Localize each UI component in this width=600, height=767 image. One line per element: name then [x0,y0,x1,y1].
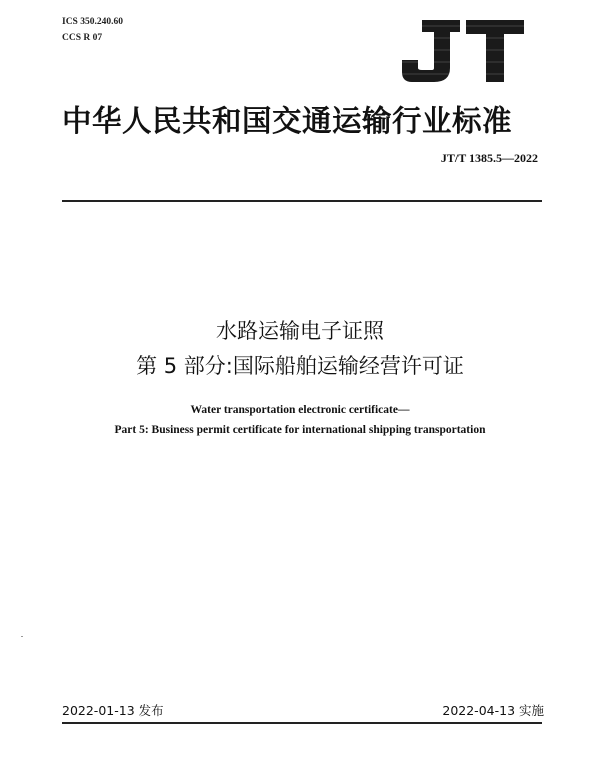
standard-number: JT/T 1385.5—2022 [440,151,538,165]
title-english-line-1: Water transportation electronic certificate— [190,404,410,416]
ics-code: ICS 350.240.60 [62,17,123,27]
issuing-authority-title: 中华人民共和国交通运输行业标准 [62,103,513,138]
jt-logo-mark [402,20,524,82]
jt-logo [398,18,528,84]
footer-divider [62,722,542,724]
issue-date: 2022-01-13 发布 [62,703,164,718]
title-english-line-2: Part 5: Business permit certificate for international shipping transportation [114,424,486,436]
title-chinese-line-1: 水路运输电子证照 [216,319,384,343]
header-divider [62,200,542,202]
ccs-code: CCS R 07 [62,33,103,43]
scan-speck [21,636,23,637]
implementation-date: 2022-04-13 实施 [442,703,544,718]
classification-codes [62,14,123,46]
title-chinese-line-2: 第 5 部分:国际船舶运输经营许可证 [136,354,464,378]
